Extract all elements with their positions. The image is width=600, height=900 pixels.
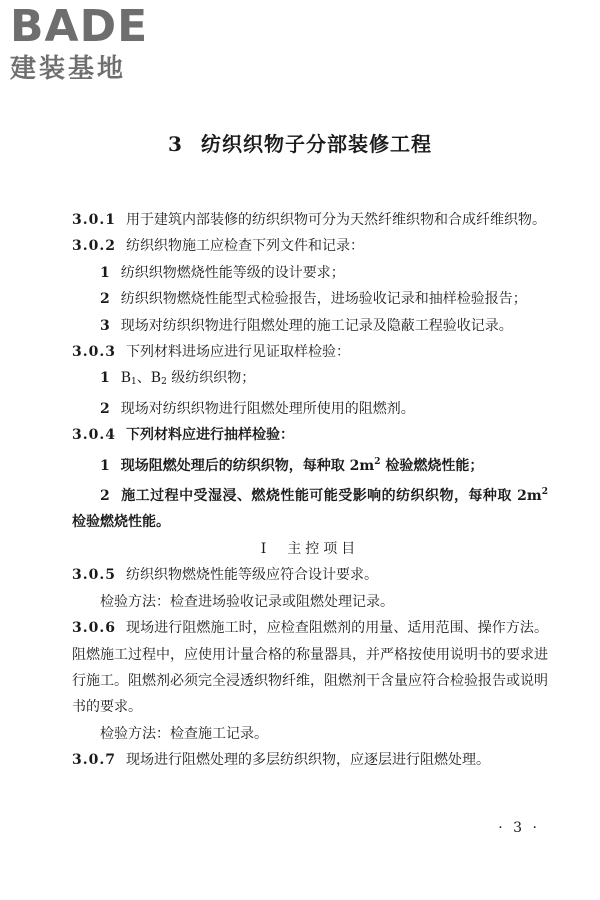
clause-3-0-5-method: [72, 589, 548, 615]
item-text: 纺织织物燃烧性能型式检验报告，进场验收记录和抽样检验报告；: [120, 291, 527, 308]
bade-logo: [10, 1, 180, 84]
item-text: 施工过程中受湿浸、燃烧性能可能受影响的纺织织物，每种取 2m: [120, 488, 542, 505]
clause-3-0-3: [72, 339, 548, 365]
clause-text: 现场进行阻燃施工时，应检查阻燃剂的用量、适用范围、操作方法。阻燃施工过程中，应使用计量合格的称量器具，并严格按使用说明书的要求进行施工。阻燃剂必须完全浸透织物纤维，阻燃剂干含量应符合检验报告或说明书的要求。: [72, 620, 548, 716]
clause-number: 3.0.2: [72, 238, 116, 255]
clause-number: 3.0.6: [72, 620, 116, 637]
item-number: 2: [100, 291, 111, 308]
clause-3-0-3-item-1: [72, 365, 548, 395]
clause-3-0-1: [72, 207, 548, 233]
clause-number: 3.0.3: [72, 344, 116, 361]
clause-number: 3.0.1: [72, 212, 116, 228]
clause-3-0-2: [72, 233, 548, 259]
clause-3-0-7: [72, 747, 548, 773]
document-body: [72, 207, 548, 774]
inspection-method: 检验方法：检查施工记录。: [100, 725, 268, 742]
inspection-method: 检验方法：检查进场验收记录或阻燃处理记录。: [100, 593, 394, 610]
logo-chinese-text: 建装基地: [10, 54, 127, 84]
item-number: 1: [100, 370, 111, 387]
item-number: 2: [100, 488, 111, 505]
item-number: 3: [100, 317, 111, 334]
clause-text: 下列材料应进行抽样检验：: [125, 427, 294, 444]
clause-text: 现场进行阻燃处理的多层纺织织物，应逐层进行阻燃处理。: [125, 752, 490, 769]
section-heading: [72, 536, 548, 562]
clause-3-0-2-item-3: [72, 313, 548, 339]
clause-3-0-4-item-1: [72, 449, 548, 479]
clause-3-0-5: [72, 562, 548, 588]
clause-number: 3.0.4: [72, 427, 116, 444]
clause-3-0-6: [72, 615, 548, 721]
item-text: 现场阻燃处理后的纺织织物，每种取 2m: [120, 457, 375, 474]
page-number: · 3 ·: [498, 820, 540, 836]
chapter-title: [0, 128, 600, 157]
section-title: 主控项目: [287, 540, 360, 557]
grade-separator: 、B: [136, 370, 162, 387]
clause-number: 3.0.5: [72, 567, 116, 584]
chapter-number: 3: [168, 132, 183, 156]
item-text-tail: 检验燃烧性能；: [380, 457, 484, 474]
chapter-title-text: 纺织织物子分部装修工程: [200, 132, 432, 156]
clause-3-0-2-item-2: [72, 286, 548, 312]
item-number: 1: [100, 264, 111, 281]
item-text: 现场对纺织织物进行阻燃处理所使用的阻燃剂。: [120, 400, 415, 417]
clause-3-0-4: [72, 422, 548, 448]
grade-subscript-1: 1: [131, 377, 137, 388]
clause-3-0-4-item-2: [72, 479, 548, 536]
logo-wordmark: BADE: [10, 1, 149, 52]
clause-3-0-6-method: [72, 721, 548, 747]
unit-superscript: 2: [541, 487, 548, 498]
clause-text: 纺织织物施工应检查下列文件和记录：: [125, 238, 364, 255]
item-number: 2: [100, 400, 111, 417]
grade-subscript-2: 2: [161, 377, 167, 388]
clause-text: 用于建筑内部装修的纺织织物可分为天然纤维织物和合成纤维织物。: [125, 212, 546, 228]
item-text-tail: 检验燃烧性能。: [72, 514, 170, 531]
item-number: 1: [100, 457, 111, 474]
item-text: 现场对纺织织物进行阻燃处理的施工记录及隐蔽工程验收记录。: [120, 317, 513, 334]
item-text: 纺织织物燃烧性能等级的设计要求；: [120, 264, 345, 281]
clause-text: 下列材料进场应进行见证取样检验：: [125, 344, 350, 361]
clause-3-0-3-item-2: [72, 396, 548, 422]
item-text-tail: 级纺织织物；: [166, 370, 256, 387]
section-roman: Ⅰ: [260, 540, 271, 557]
clause-number: 3.0.7: [72, 752, 116, 769]
grade-b: B: [120, 370, 132, 387]
unit-superscript: 2: [374, 456, 381, 467]
clause-3-0-2-item-1: [72, 260, 548, 286]
clause-text: 纺织织物燃烧性能等级应符合设计要求。: [125, 567, 378, 584]
